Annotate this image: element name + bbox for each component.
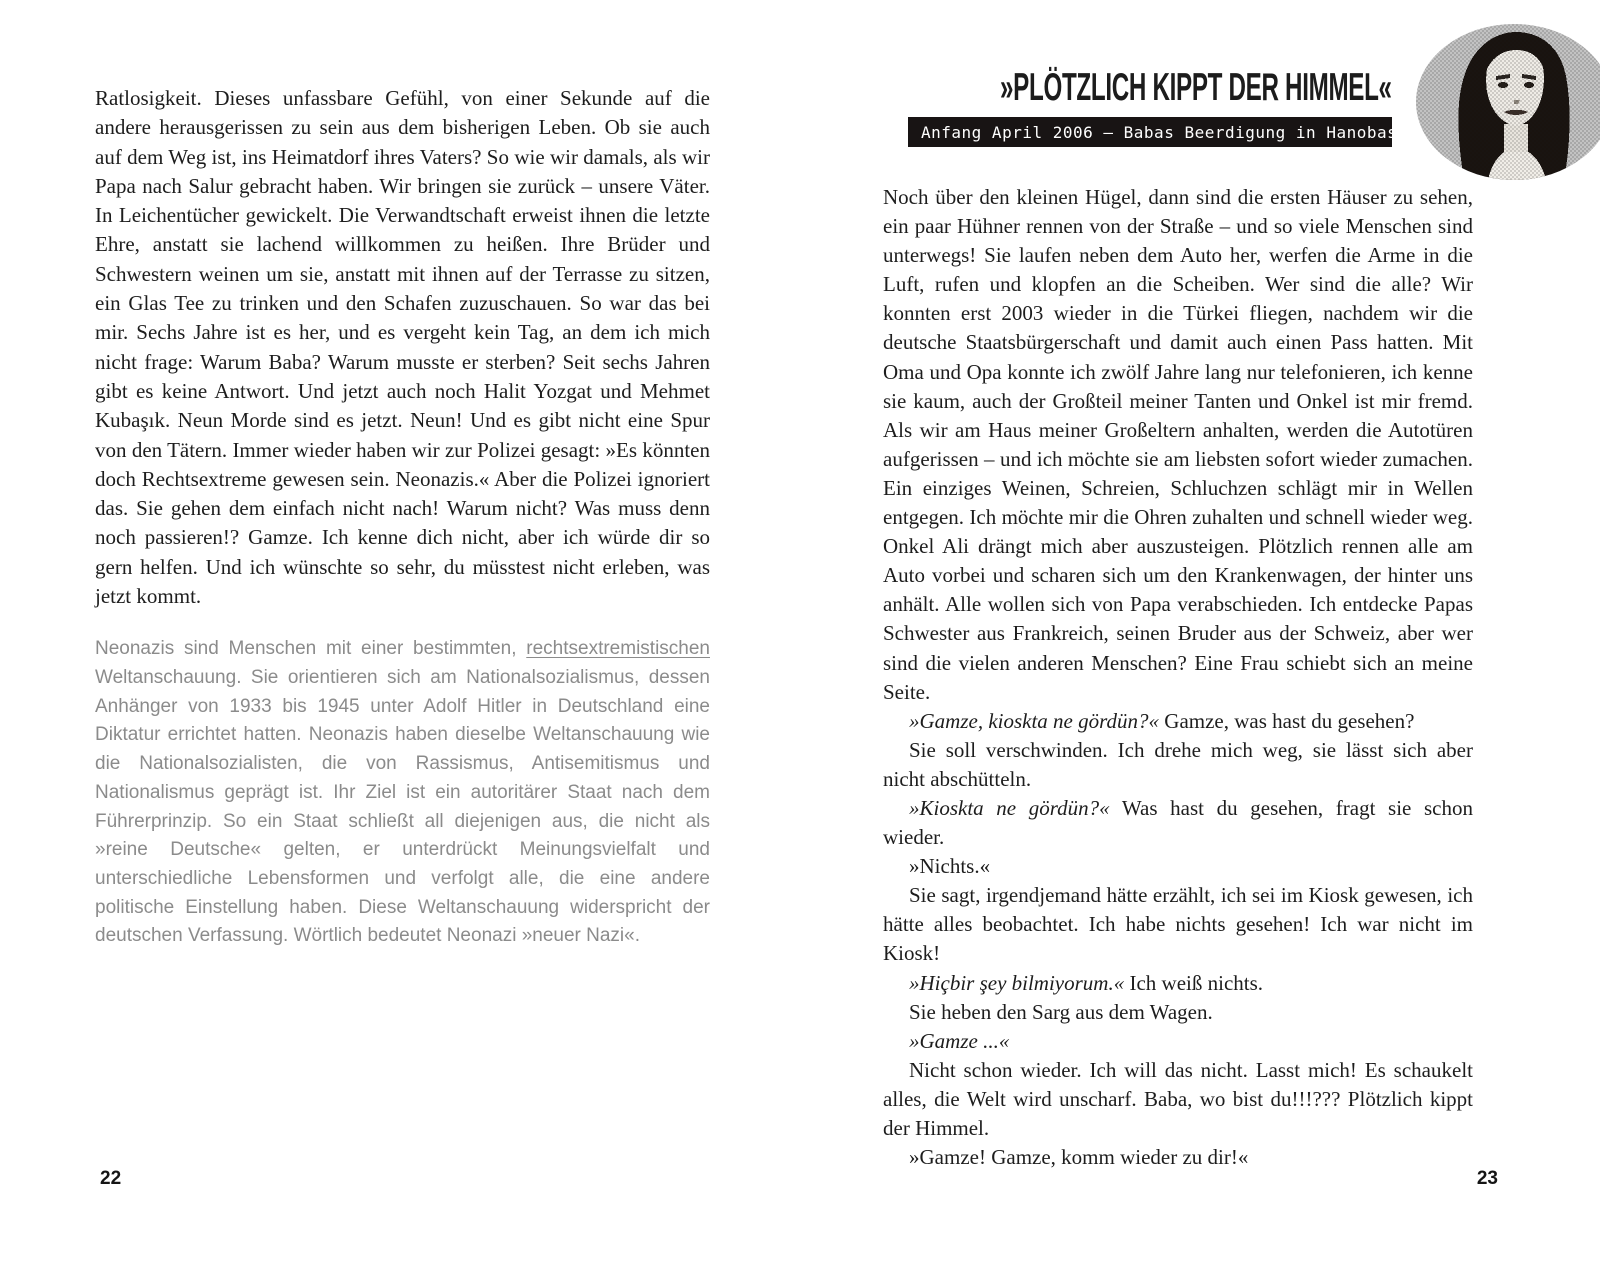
body-paragraph [883, 707, 1473, 736]
body-paragraph [883, 736, 1473, 794]
page-number-right: 23 [1476, 1168, 1498, 1189]
text-run: Nicht schon wieder. Ich will das nicht. Lasst mich! Es schaukelt alles, die Welt wird unscharf. Baba, wo bist du!!!??? Plötzlich kippt der Himmel. [883, 1057, 1473, 1140]
text-run: »Nichts.« [909, 854, 991, 879]
body-paragraph [883, 183, 1473, 707]
text-run: Gamze, was hast du gesehen? [1159, 708, 1415, 733]
text-run: Sie heben den Sarg aus dem Wagen. [909, 999, 1213, 1024]
body-paragraph [883, 794, 1473, 852]
neonazi-definition-info-box [95, 635, 710, 951]
text-run: Was hast du gesehen, fragt sie schon wieder. [883, 795, 1473, 850]
girl-portrait-illustration [1416, 24, 1600, 180]
body-paragraph [883, 969, 1473, 998]
info-text-segment: Neonazis sind Menschen mit einer bestimmten, [95, 638, 527, 660]
chapter-subtitle: Anfang April 2006 – Babas Beerdigung in Hanobası [921, 122, 1408, 142]
body-paragraph [883, 998, 1473, 1027]
right-page-text-column [883, 183, 1473, 1172]
text-run: Sie sagt, irgendjemand hätte erzählt, ich sei im Kiosk gewesen, ich hätte alles beobachtet. Ich habe nichts gesehen! Ich war nicht im Kiosk! [883, 883, 1473, 966]
text-run: Sie soll verschwinden. Ich drehe mich weg, sie lässt sich aber nicht abschütteln. [883, 737, 1473, 791]
text-run: »Gamze! Gamze, komm wieder zu dir!« [909, 1145, 1249, 1170]
italic-turkish-phrase: »Gamze, kioskta ne gördün?« [909, 708, 1160, 733]
chapter-header [600, 66, 1392, 110]
chapter-title: »PLÖTZLICH KIPPT DER HIMMEL« [1000, 66, 1392, 109]
body-paragraph [883, 881, 1473, 968]
pixelated-portrait-image [1416, 24, 1600, 180]
body-paragraph [883, 1143, 1473, 1172]
text-run: Noch über den kleinen Hügel, dann sind die ersten Häuser zu sehen, ein paar Hühner rennen von der Straße – und so viele Menschen sind unterwegs! Sie laufen neben dem Auto her, werfen die Arme in die Luft, rufen und klopfen an die Scheiben. Wer sind die alle? Wir konnten erst 2003 wieder in die Türkei fliegen, nachdem wir die deutsche Staatsbürgerschaft und damit auch einen Pass hatten. Mit Oma und Opa konnte ich zwölf Jahre lang nur telefonieren, ich kenne sie kaum, auch der Großteil meiner Tanten und Onkel ist mir fremd. Als wir am Haus meiner Großeltern anhalten, werden die Autotüren aufgerissen – und ich möchte sie am liebsten sofort wieder zumachen. Ein einziges Weinen, Schreien, Schluchzen schlägt mir in Wellen entgegen. Ich möchte mir die Ohren zuhalten und schnell wieder weg. Onkel Ali drängt mich aber auszusteigen. Plötzlich rennen alle am Auto vorbei und scharen sich um den Krankenwagen, der hinter uns anhält. Alle wollen sich von Papa verabschieden. Ich entdecke Papas Schwester aus Frankreich, seinen Bruder aus der Schweiz, aber wer sind die vielen anderen Menschen? Eine Frau schiebt sich an meine Seite. [883, 185, 1473, 704]
chapter-subtitle-bar [908, 117, 1408, 147]
italic-turkish-phrase: »Hiçbir şey bilmiyorum.« [909, 970, 1125, 995]
left-page-body-paragraph: Ratlosigkeit. Dieses unfassbare Gefühl, von einer Sekunde auf die andere herausgerissen zu sein aus dem bisherigen Leben. Ob sie auch auf dem Weg ist, ins Heimatdorf ihres Vaters? So wie wir damals, als wir Papa nach Salur gebracht haben. Wir bringen sie zurück – unsere Väter. In Leichentücher gewickelt. Die Verwandtschaft erweist ihnen die letzte Ehre, anstatt sie lachend willkommen zu heißen. Ihre Brüder und Schwestern weinen um sie, anstatt mit ihnen auf der Terrasse zu sitzen, ein Glas Tee zu trinken und den Schafen zuzuschauen. So war das bei mir. Sechs Jahre ist es her, und es vergeht kein Tag, an dem ich mich nicht frage: Warum Baba? Warum musste er sterben? Seit sechs Jahren gibt es keine Antwort. Und jetzt auch noch Halit Yozgat und Mehmet Kubaşık. Neun Morde sind es jetzt. Neun! Und es gibt nicht eine Spur von den Tätern. Immer wieder haben wir zur Polizei gesagt: »Es könnten doch Rechtsextreme gewesen sein. Neonazis.« Aber die Polizei ignoriert das. Sie gehen dem einfach nicht nach! Warum nicht? Was muss denn noch passieren!? Gamze. Ich kenne dich nicht, aber ich würde dir so gern helfen. Und ich wünschte so sehr, du müsstest nicht erleben, was jetzt kommt. [95, 86, 710, 609]
text-run: Ich weiß nichts. [1124, 970, 1264, 995]
body-paragraph [883, 852, 1473, 881]
body-paragraph [883, 1027, 1473, 1056]
page-number-left: 22 [100, 1168, 122, 1189]
info-text-segment: Weltanschauung. Sie orientieren sich am Nationalsozialismus, dessen Anhänger von 1933 bis 1945 unter Adolf Hitler in Deutschland eine Diktatur errichtet hatten. Neonazis haben dieselbe Weltanschauung wie die Nationalsozialisten, die von Rassismus, Antisemitismus und Nationalismus geprägt ist. Ihr Ziel ist ein autoritärer Staat nach dem Führerprinzip. So ein Staat schließt all diejenigen aus, die nicht als »reine Deutsche« gelten, er unterdrückt Meinungsvielfalt und unterschiedliche Lebensformen und verfolgt alle, die eine andere politische Einstellung haben. Diese Weltanschauung widerspricht der deutschen Verfassung. Wörtlich bedeutet Neonazi »neuer Nazi«. [95, 667, 710, 947]
italic-turkish-phrase: »Gamze ...« [909, 1028, 1010, 1053]
left-page-text-column [95, 84, 710, 951]
underlined-term: rechtsextremistischen [526, 638, 710, 660]
italic-turkish-phrase: »Kioskta ne gördün?« [909, 795, 1110, 820]
body-paragraph [883, 1056, 1473, 1143]
